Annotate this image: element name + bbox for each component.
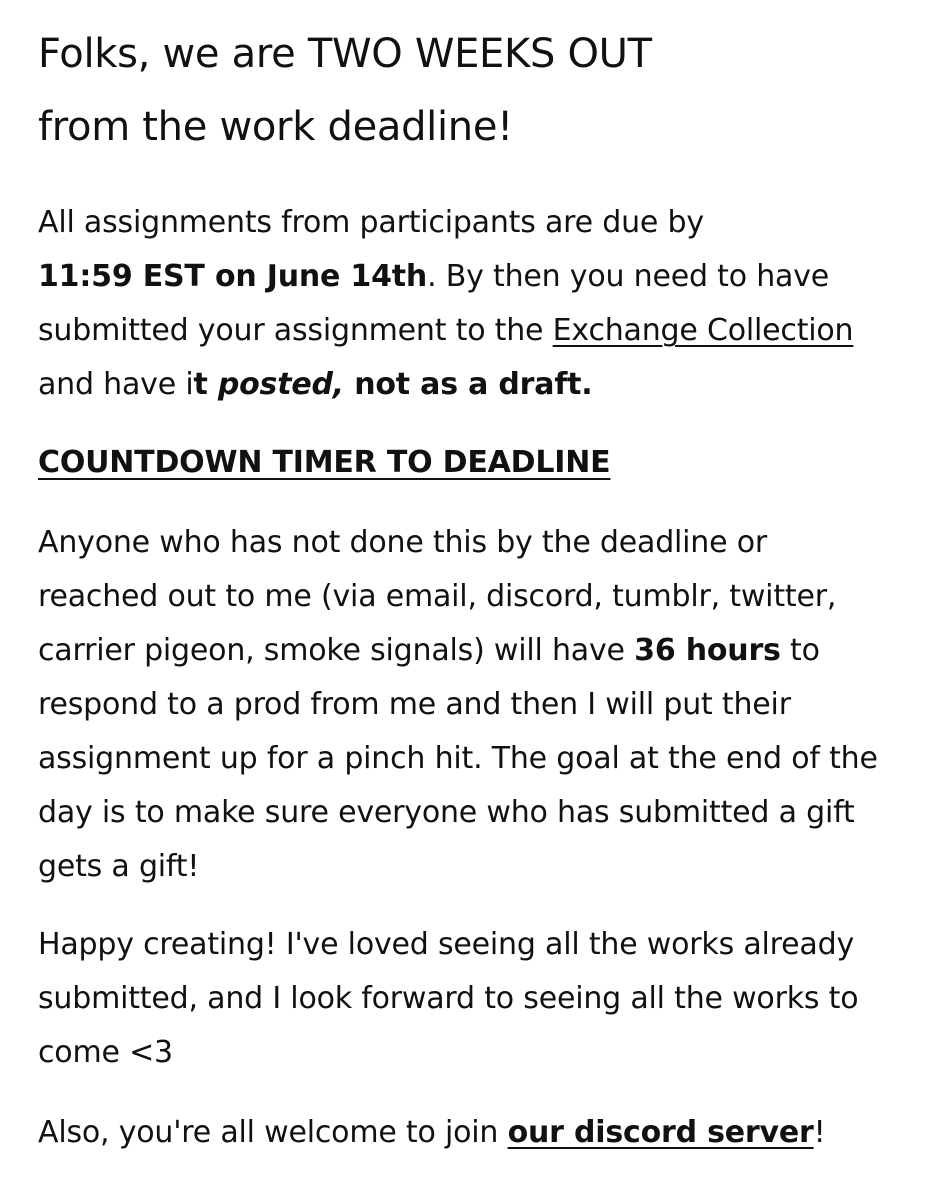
not-draft-emphasis: not as a draft. xyxy=(343,367,593,402)
discord-server-link[interactable]: our discord server xyxy=(507,1115,814,1150)
due-bold-t: t xyxy=(193,367,218,402)
post-headline xyxy=(38,0,891,164)
countdown-timer-link[interactable]: COUNTDOWN TIMER TO DEADLINE xyxy=(38,445,611,480)
countdown-section xyxy=(38,436,891,490)
hours-emphasis: 36 hours xyxy=(634,633,781,668)
posted-emphasis: posted, xyxy=(217,367,344,402)
headline-line-1: Folks, we are TWO WEEKS OUT xyxy=(38,31,652,77)
discord-paragraph xyxy=(38,1106,891,1160)
reminder-paragraph xyxy=(38,516,891,894)
due-date-paragraph xyxy=(38,196,891,412)
happy-creating-paragraph: Happy creating! I've loved seeing all the works already submitted, and I look forward to seeing all the works to come <3 xyxy=(38,927,859,1070)
exchange-collection-link[interactable]: Exchange Collection xyxy=(552,313,854,348)
headline-line-2: from the work deadline! xyxy=(38,104,513,150)
deadline-text: 11:59 EST on June 14th xyxy=(38,259,428,294)
discord-text-2: ! xyxy=(813,1115,826,1150)
discord-text-1: Also, you're all welcome to join xyxy=(38,1115,508,1150)
due-text-3: and have i xyxy=(38,367,194,402)
due-intro-text: All assignments from participants are due by xyxy=(38,205,704,240)
reminder-text-2: to respond to a prod from me and then I will put their assignment up for a pinch hit. The goal at the end of the day is to make sure everyone who has submitted a gift gets a gift! xyxy=(38,633,878,884)
due-text-2: . By then you need to have submitted your assignment to the xyxy=(38,259,830,348)
reminder-text-1: Anyone who has not done this by the deadline or reached out to me (via email, discord, tumblr, twitter, carrier pigeon, smoke signals) will have xyxy=(38,525,837,668)
